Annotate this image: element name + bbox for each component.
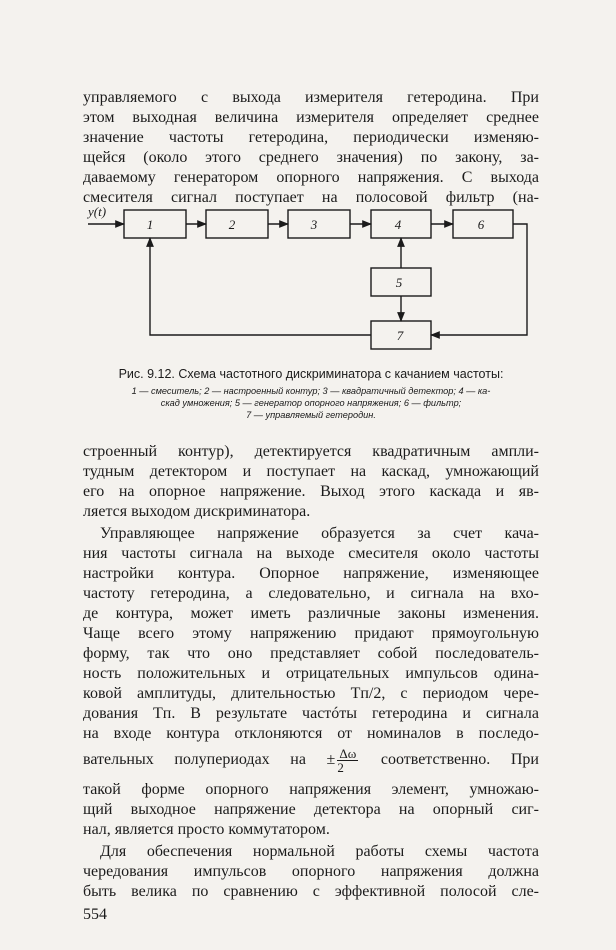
figure-legend-line: 1 — смеситель; 2 — настроенный контур; 3 — квадратичный детектор; 4 — ка- [131, 386, 491, 396]
input-label: y(t) [88, 204, 107, 219]
block-1-mixer [124, 210, 186, 238]
text-line: даваемому генератором опорного напряжения. С выхода [83, 169, 539, 186]
text-line: дования Tп. В результате частóты гетеродина и сигнала [83, 705, 539, 722]
text-line: на входе контура отклоняются от номиналов в последо- [83, 725, 539, 742]
text-line: строенный контур), детектируется квадратичным ампли- [83, 443, 539, 460]
fraction-denominator: 2 [337, 759, 344, 775]
text-line: такой форме опорного напряжения элемент, умножаю- [83, 781, 539, 798]
figure-caption: Рис. 9.12. Схема частотного дискриминатора с качанием частоты: [118, 367, 504, 381]
formula-line [83, 745, 539, 775]
block-7-label: 7 [396, 328, 404, 343]
text-line: смесителя сигнал поступает на полосовой фильтр (на- [83, 189, 539, 206]
block-6-label: 6 [477, 217, 485, 232]
block-1-label: 1 [146, 217, 154, 232]
text-line: его на опорное напряжение. Выход этого каскада и яв- [83, 483, 539, 500]
text-line: щий выходное напряжение детектора на опорный сиг- [83, 801, 539, 818]
text-line: ния частоты сигнала на выходе смесителя около частоты [83, 545, 539, 562]
block-2-label: 2 [228, 217, 236, 232]
text-line: нал, является просто коммутатором. [83, 821, 330, 838]
figure-legend-line: скад умножения; 5 — генератор опорного напряжения; 6 — фильтр; [160, 398, 462, 408]
text-line: Чаще всего этому напряжению придают прямоугольную [83, 625, 539, 642]
text-line: быть велика по сравнению с эффективной полосой сле- [83, 883, 539, 900]
text-line: Управляющее напряжение образуется за счет кача- [100, 525, 539, 542]
text-line: значение частоты гетеродина, периодически изменяю- [83, 129, 539, 146]
text-line: де контура, может иметь различные законы изменения. [83, 605, 539, 622]
formula-text-after: соответственно. При [380, 751, 539, 768]
text-line: этом выходная величина измерителя определяет среднее [83, 109, 539, 126]
block-5-label: 5 [395, 275, 403, 290]
text-line: ляется выходом дискриминатора. [83, 503, 311, 520]
text-line: настройки контура. Опорное напряжение, изменяющее [83, 565, 539, 582]
text-line: ковой амплитуды, длительностью Tп/2, с периодом чере- [83, 685, 539, 702]
block-4-label: 4 [394, 217, 402, 232]
formula-text-before: вательных полупериодах на ± [83, 751, 336, 768]
text-line: Для обеспечения нормальной работы схемы частота [100, 843, 539, 860]
block-3-label: 3 [310, 217, 318, 232]
text-line: чередования импульсов опорного напряжения должна [83, 863, 539, 880]
block-3-square-detector [288, 210, 350, 238]
text-line: ность положительных и отрицательных импульсов одина- [83, 665, 539, 682]
figure-legend-line: 7 — управляемый гетеродин. [246, 410, 376, 420]
block-diagram [0, 200, 616, 360]
text-line: тудным детектором и поступает на каскад, умножающий [83, 463, 539, 480]
block-2-tuned-circuit [206, 210, 268, 238]
delta-omega-fraction [337, 747, 358, 774]
page-number: 554 [83, 906, 107, 923]
fraction-numerator: Δω [339, 745, 357, 761]
text-line: щейся (около этого среднего значения) по закону, за- [83, 149, 539, 166]
text-line: форму, так что оно представляет собой последователь- [83, 645, 539, 662]
text-line: управляемого с выхода измерителя гетеродина. При [83, 89, 539, 106]
text-line: частоту гетеродина, а следовательно, и сигнала на вхо- [83, 585, 539, 602]
